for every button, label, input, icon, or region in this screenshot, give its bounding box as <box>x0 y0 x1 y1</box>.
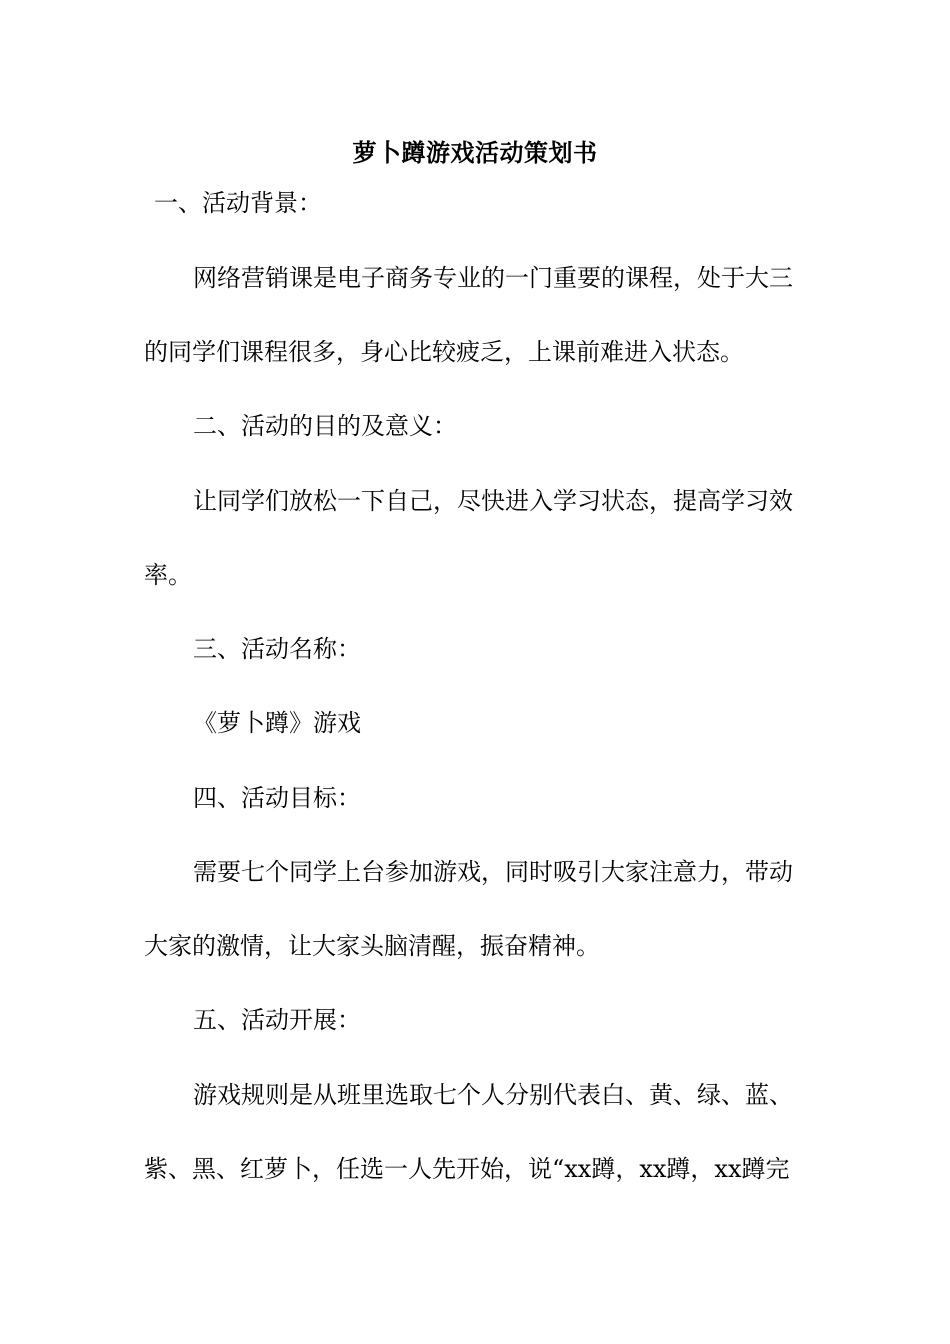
paragraph-line: 率。 <box>144 561 192 589</box>
section-heading-purpose: 二、活动的目的及意义： <box>193 412 457 440</box>
paragraph-line: 大家的激情，让大家头脑清醒，振奋精神。 <box>144 932 600 960</box>
paragraph-line: 网络营销课是电子商务专业的一门重要的课程，处于大三 <box>193 264 793 292</box>
paragraph-line: 紫、黑、红萝卜，任选一人先开始，说“xx蹲，xx蹲，xx蹲完 <box>144 1155 790 1183</box>
section-heading-background: 一、活动背景： <box>154 189 322 217</box>
paragraph-line: 的同学们课程很多，身心比较疲乏，上课前难进入状态。 <box>144 338 744 366</box>
paragraph-line: 需要七个同学上台参加游戏，同时吸引大家注意力，带动 <box>193 858 793 886</box>
paragraph-line: 《萝卜蹲》游戏 <box>193 709 361 737</box>
section-heading-goal: 四、活动目标： <box>193 784 361 812</box>
paragraph-line: 让同学们放松一下自己，尽快进入学习状态，提高学习效 <box>193 487 793 515</box>
document-title: 萝卜蹲游戏活动策划书 <box>352 138 598 167</box>
paragraph-line: 游戏规则是从班里选取七个人分别代表白、黄、绿、蓝、 <box>193 1081 793 1109</box>
section-heading-name: 三、活动名称： <box>193 635 361 663</box>
section-heading-execution: 五、活动开展： <box>193 1006 361 1034</box>
